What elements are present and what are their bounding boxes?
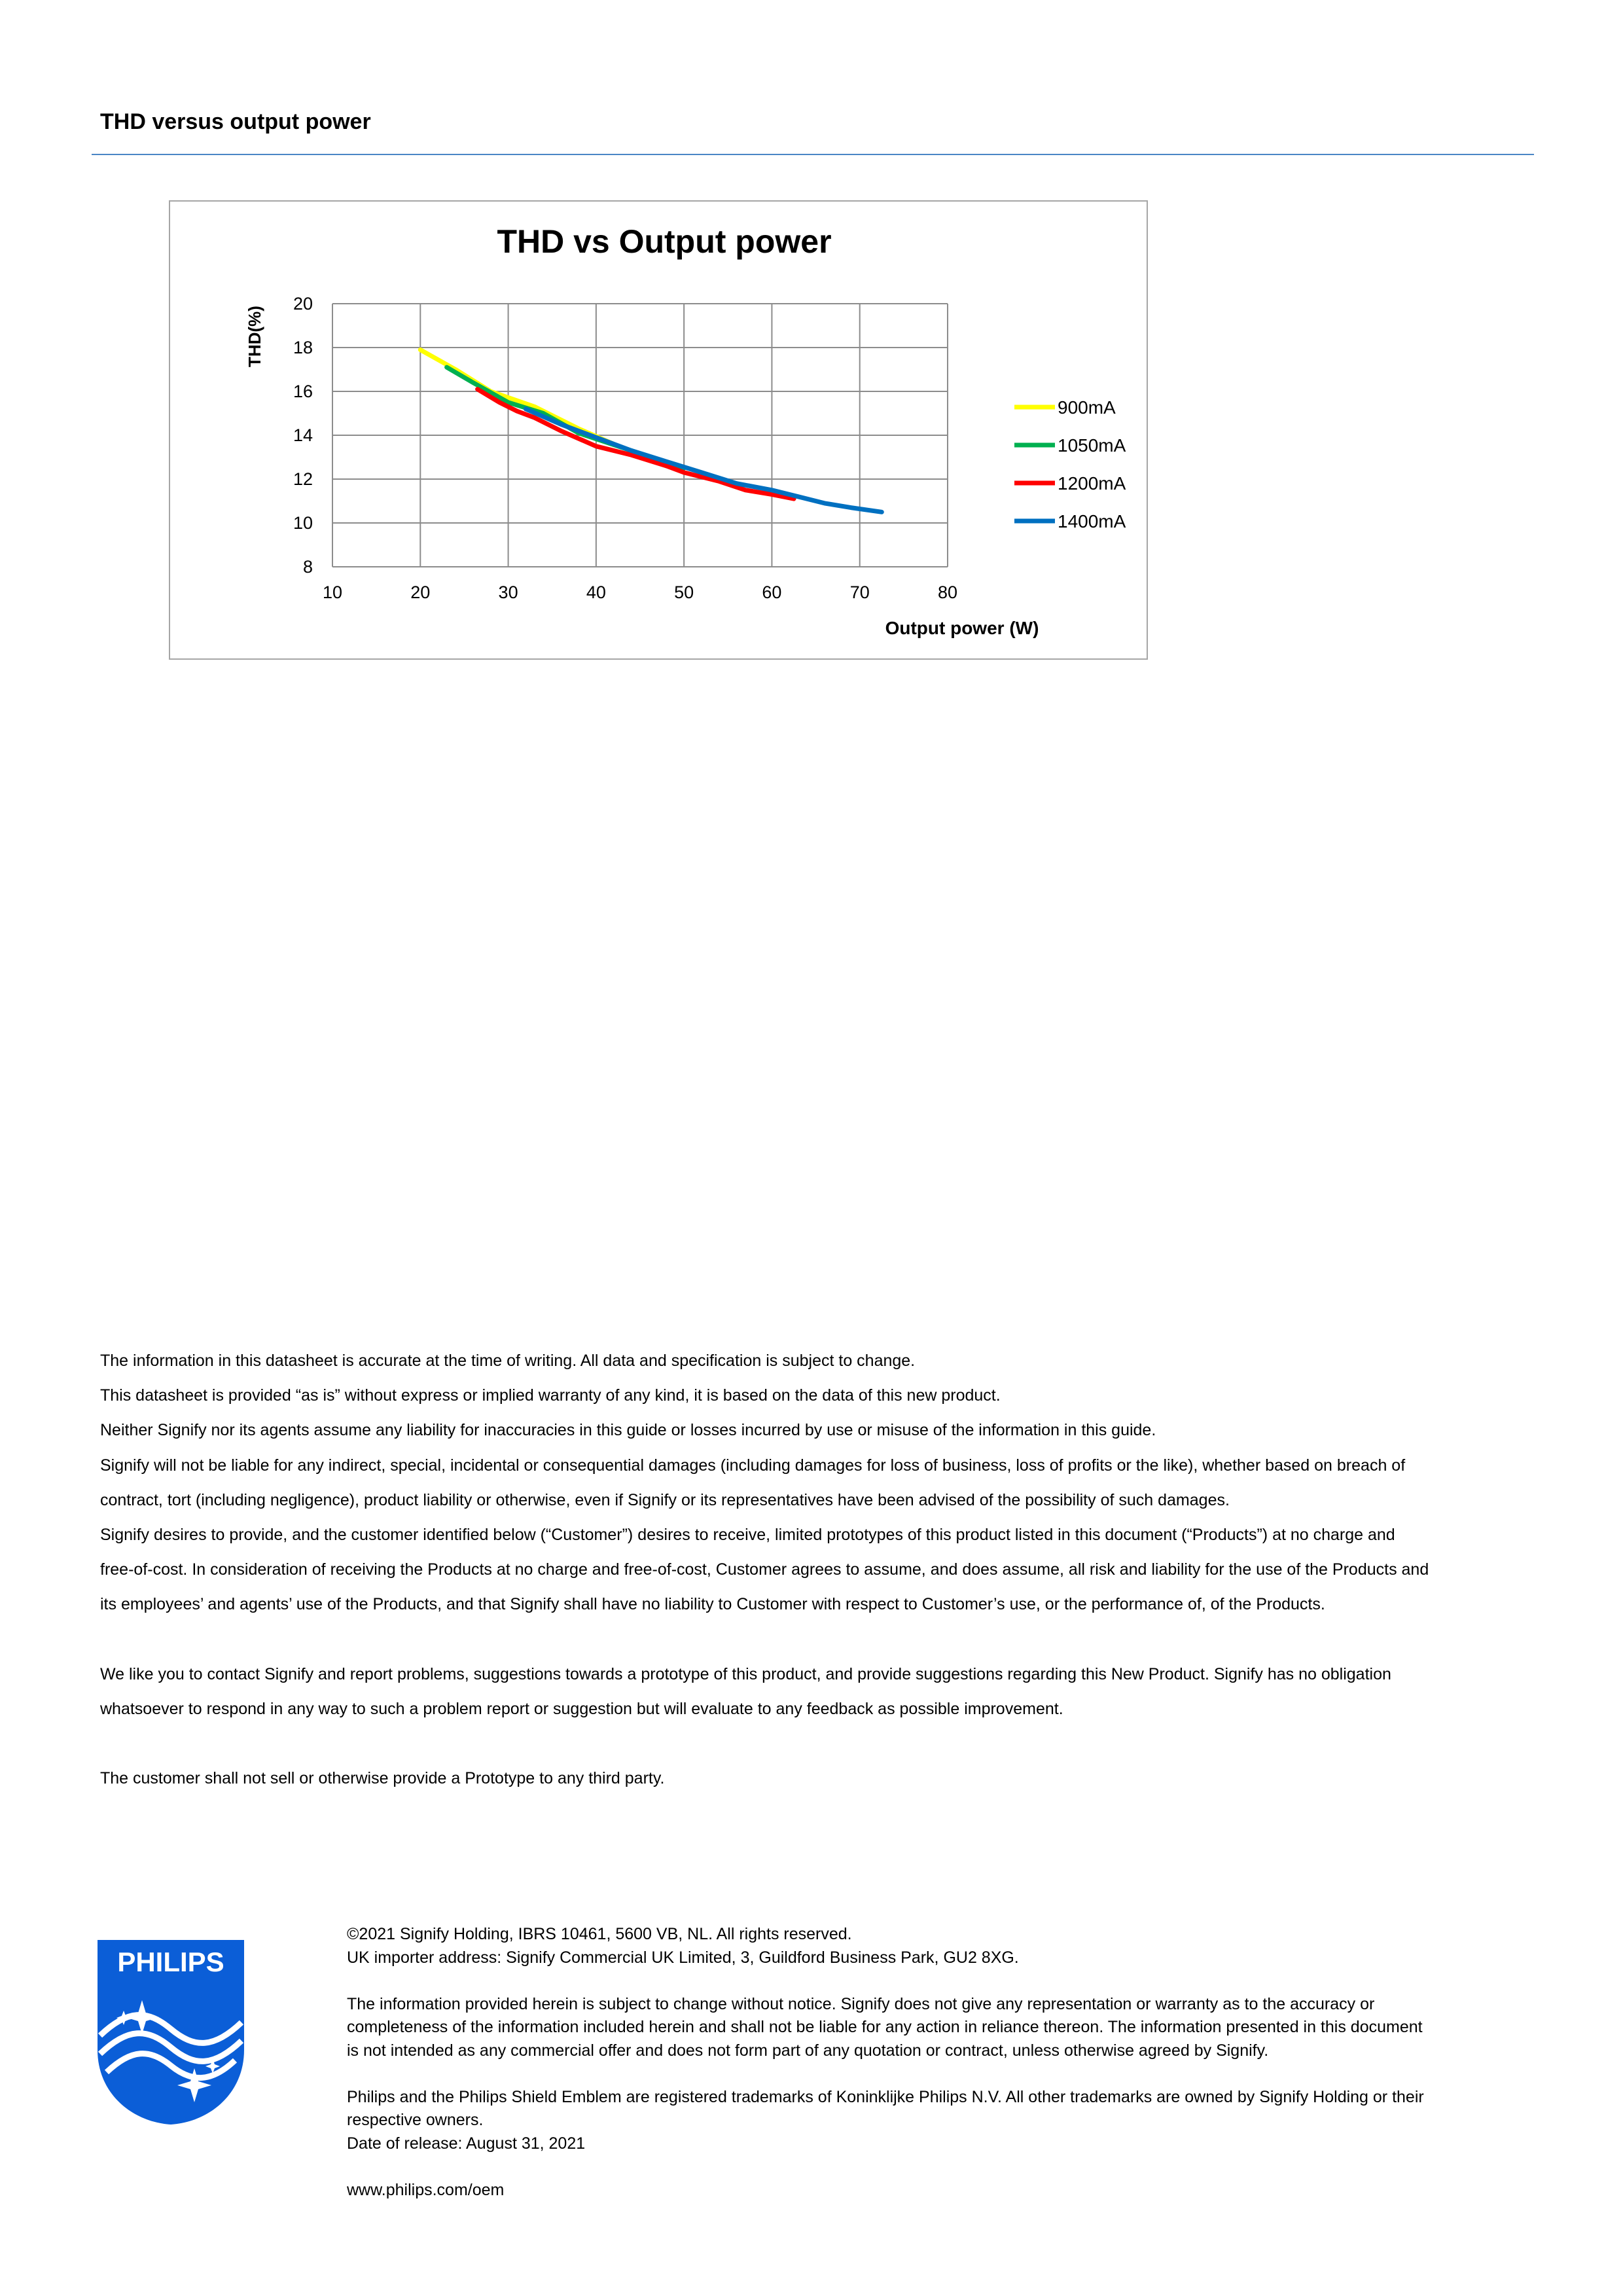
x-tick-label: 30 <box>498 583 518 602</box>
section-divider <box>92 154 1534 155</box>
x-axis-label: Output power (W) <box>885 618 1039 638</box>
disclaimer <box>100 1344 1527 1797</box>
chart-series <box>420 350 882 512</box>
x-tick-label: 80 <box>937 583 958 602</box>
disclaimer-line: The information in this datasheet is accurate at the time of writing. All data and specification is subject to change. <box>100 1352 916 1370</box>
footer-notice: is not intended as any commercial offer and does not form part of any quotation or contract, unless otherwise agreed by Signify. <box>347 2041 1269 2060</box>
philips-shield-logo <box>95 1937 247 2127</box>
footer-trademark: Philips and the Philips Shield Emblem are registered trademarks of Koninklijke Philips N.V. All other trademarks are owned by Signify Holding or their <box>347 2087 1424 2106</box>
y-axis-label: THD(%) <box>245 306 264 367</box>
legend-label: 900mA <box>1058 397 1116 418</box>
disclaimer-line: This datasheet is provided “as is” without express or implied warranty of any kind, it is based on the data of this new product. <box>100 1386 1001 1405</box>
x-tick-label: 50 <box>674 583 694 602</box>
chart-grid <box>332 304 948 567</box>
x-tick-label: 60 <box>762 583 782 602</box>
disclaimer-line: Signify will not be liable for any indirect, special, incidental or consequential damages (including damages for loss of business, loss of profits or the like), whether based on breach of <box>100 1456 1406 1475</box>
chart-title: THD vs Output power <box>497 223 832 260</box>
disclaimer-line: We like you to contact Signify and report problems, suggestions towards a prototype of this product, and provide suggestions regarding this New Product. Signify has no obligation <box>100 1664 1391 1683</box>
x-tick-label: 10 <box>322 583 343 602</box>
footer-trademark: respective owners. <box>347 2111 484 2129</box>
disclaimer-line: contract, tort (including negligence), product liability or otherwise, even if Signify or its representatives have been advised of the possibility of such damages. <box>100 1490 1230 1509</box>
disclaimer-line: its employees’ and agents’ use of the Products, and that Signify shall have no liability to Customer with respect to Customer’s use, or the performance of, of the Products. <box>100 1595 1325 1614</box>
footer-copyright: ©2021 Signify Holding, IBRS 10461, 5600 VB, NL. All rights reserved. <box>347 1925 852 1943</box>
chart-legend <box>1014 397 1126 531</box>
x-tick-label: 40 <box>586 583 606 602</box>
y-tick-label: 8 <box>302 557 313 577</box>
disclaimer-line: free-of-cost. In consideration of receiving the Products at no charge and free-of-cost, Customer agrees to assume, and does assume, all risk and liability for the use of the Products and <box>100 1560 1429 1579</box>
series-line-1050mA <box>447 367 685 468</box>
y-tick-label: 16 <box>293 382 313 401</box>
footer-notice: The information provided herein is subject to change without notice. Signify does not give any representation or warranty as to the accuracy or <box>347 1994 1375 2013</box>
footer-notice: completeness of the information included herein and shall not be liable for any action in reliance thereon. The information presented in this document <box>347 2018 1423 2036</box>
x-tick-label: 70 <box>849 583 870 602</box>
y-tick-label: 12 <box>293 469 313 489</box>
series-line-1400mA <box>526 409 882 512</box>
philips-wordmark: PHILIPS <box>117 1946 224 1977</box>
disclaimer-line: whatsoever to respond in any way to such a problem report or suggestion but will evaluate to any feedback as possible improvement. <box>100 1700 1063 1719</box>
disclaimer-line: The customer shall not sell or otherwise provide a Prototype to any third party. <box>100 1769 665 1788</box>
legend-label: 1200mA <box>1058 473 1126 493</box>
footer-importer: UK importer address: Signify Commercial UK Limited, 3, Guildford Business Park, GU2 8XG. <box>347 1948 1019 1967</box>
y-tick-label: 20 <box>293 294 313 314</box>
legend-label: 1400mA <box>1058 511 1126 531</box>
series-line-900mA <box>420 350 613 444</box>
disclaimer-line: Signify desires to provide, and the customer identified below (“Customer”) desires to receive, limited prototypes of this product listed in this document (“Products”) at no charge and <box>100 1526 1395 1545</box>
disclaimer-line: Neither Signify nor its agents assume any liability for inaccuracies in this guide or losses incurred by use or misuse of the information in this guide. <box>100 1421 1156 1440</box>
footer <box>347 1923 1525 2202</box>
y-tick-label: 18 <box>293 338 313 357</box>
y-tick-label: 14 <box>293 425 313 445</box>
section-title: THD versus output power <box>100 109 371 134</box>
footer-website-link[interactable]: www.philips.com/oem <box>347 2180 505 2199</box>
footer-release-date: Date of release: August 31, 2021 <box>347 2134 586 2153</box>
legend-label: 1050mA <box>1058 435 1126 456</box>
x-tick-label: 20 <box>410 583 431 602</box>
y-tick-label: 10 <box>293 513 313 533</box>
thd-chart <box>169 200 1148 660</box>
